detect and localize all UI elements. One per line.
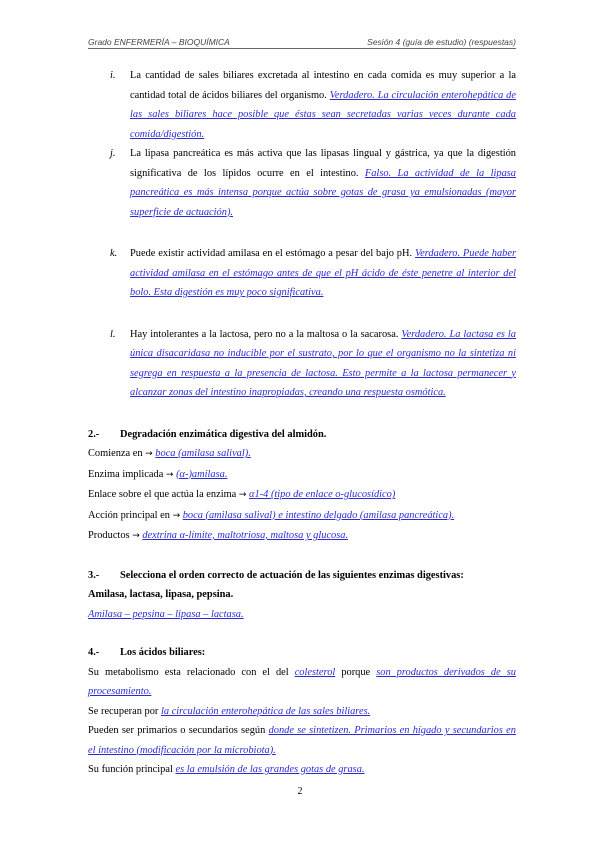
bile-line-function	[88, 760, 516, 780]
bile-line-recovery	[88, 702, 516, 722]
section-number: 4.-	[88, 647, 100, 658]
line-label: Productos	[88, 530, 130, 541]
header-session: Sesión 4 (guía de estudio) (respuestas)	[367, 37, 516, 47]
section-3-enzymes: Amilasa, lactasa, lipasa, pepsina.	[88, 589, 234, 600]
starch-line-bond	[88, 485, 516, 506]
question-text: La lipasa pancreática es más activa que las lipasas lingual y gástrica, ya que la digestión significativa de los lípidos ocurre en el intestino.	[130, 148, 516, 179]
starch-line-action	[88, 506, 516, 527]
section-2-title	[88, 425, 516, 445]
item-marker: k.	[110, 248, 118, 259]
arrow-right-icon: →	[145, 449, 153, 459]
question-item-k	[88, 244, 516, 303]
document-body	[88, 66, 516, 780]
line-label: porque	[341, 666, 371, 678]
line-label: Acción principal en	[88, 509, 170, 521]
arrow-right-icon: →	[172, 510, 181, 521]
section-heading: Los ácidos biliares:	[120, 647, 206, 658]
answer-text: boca (amilasa salival) e intestino delgado (amilasa pancreática).	[182, 509, 455, 521]
item-marker: l.	[110, 328, 116, 340]
line-label: Enzima implicada	[88, 468, 164, 480]
answer-text: (α-)amilasa.	[176, 468, 228, 480]
section-heading: Selecciona el orden correcto de actuación de las siguientes enzimas digestivas:	[120, 569, 464, 581]
starch-line-products	[88, 526, 516, 547]
starch-line-enzyme	[88, 465, 516, 486]
bile-line-types	[88, 721, 516, 760]
bile-line-metabolism	[88, 663, 516, 702]
answer-text: colesterol	[294, 666, 336, 678]
question-text: Hay intolerantes a la lactosa, pero no a la maltosa o la sacarosa.	[130, 328, 399, 340]
section-4-title	[88, 643, 516, 663]
answer-text: Verdadero. La circulación enterohepática de las sales biliares hace posible que éstas sean secretadas varias veces durante cada comida/digestión.	[130, 89, 516, 140]
answer-text: boca (amilasa salival).	[155, 448, 251, 459]
question-item-i	[88, 66, 516, 144]
answer-text: Amilasa – pepsina – lipasa – lactasa.	[88, 608, 244, 620]
starch-line-start	[88, 444, 516, 465]
answer-text: la circulación enterohepática de las sales biliares.	[161, 705, 371, 717]
line-label: Comienza en	[88, 448, 143, 459]
question-text: Puede existir actividad amilasa en el estómago a pesar del bajo pH.	[130, 248, 413, 259]
header-course: Grado ENFERMERÍA – BIOQUÍMICA	[88, 37, 230, 47]
line-label: Se recuperan por	[88, 705, 159, 717]
section-number: 2.-	[88, 428, 100, 440]
item-marker: i.	[110, 70, 116, 81]
answer-text: Verdadero. La lactasa es la única disacaridasa no inducible por el sustrato, por lo que el organismo no la sintetiza ni segrega en respuesta a la presencia de lactosa. Esto permite a la lactosa permanecer y alcanzar zonas del intestino inapropiadas, creando una respuesta osmótica.	[130, 328, 517, 398]
answer-text: es la emulsión de las grandes gotas de grasa.	[175, 764, 365, 775]
question-text: La cantidad de sales biliares excretada al intestino en cada comida es muy superior a la cantidad total de ácidos biliares del organismo.	[130, 70, 516, 101]
question-item-l	[88, 325, 516, 403]
arrow-right-icon: →	[165, 469, 174, 480]
section-number: 3.-	[88, 569, 100, 581]
answer-text: son productos derivados de su procesamiento.	[88, 666, 516, 697]
answer-text: Verdadero. Puede haber actividad amilasa en el estómago antes de que el pH ácido de éste penetre al interior del bolo. Esta digestión es muy poco significativa.	[130, 248, 516, 298]
section-3-answer-line	[88, 605, 516, 625]
page-number: 2	[297, 786, 303, 797]
line-label: Pueden ser primarios o secundarios según	[88, 725, 266, 736]
arrow-right-icon: →	[132, 531, 140, 541]
section-heading: Degradación enzimática digestiva del almidón.	[120, 428, 327, 440]
item-marker: j.	[110, 148, 116, 159]
line-label: Su función principal	[88, 764, 173, 775]
question-item-j	[88, 144, 516, 222]
page-header	[88, 37, 516, 49]
line-label: Su metabolismo esta relacionado con el del	[88, 666, 289, 678]
section-3-title	[88, 566, 516, 586]
arrow-right-icon: →	[238, 490, 247, 500]
line-label: Enlace sobre el que actúa la enzima	[88, 489, 237, 500]
answer-text: Falso. La actividad de la lipasa pancreática es más intensa porque actúa sobre gotas de grasa ya emulsionadas (mayor superficie de actuación).	[130, 167, 517, 218]
answer-text: α1-4 (tipo de enlace o-glucosídico)	[249, 489, 396, 500]
answer-text: dextrina α-límite, maltotriosa, maltosa y glucosa.	[142, 530, 349, 541]
answer-text: donde se sintetizen. Primarios en hígado y secundarios en el intestino (modificación por la microbiota).	[88, 725, 516, 756]
